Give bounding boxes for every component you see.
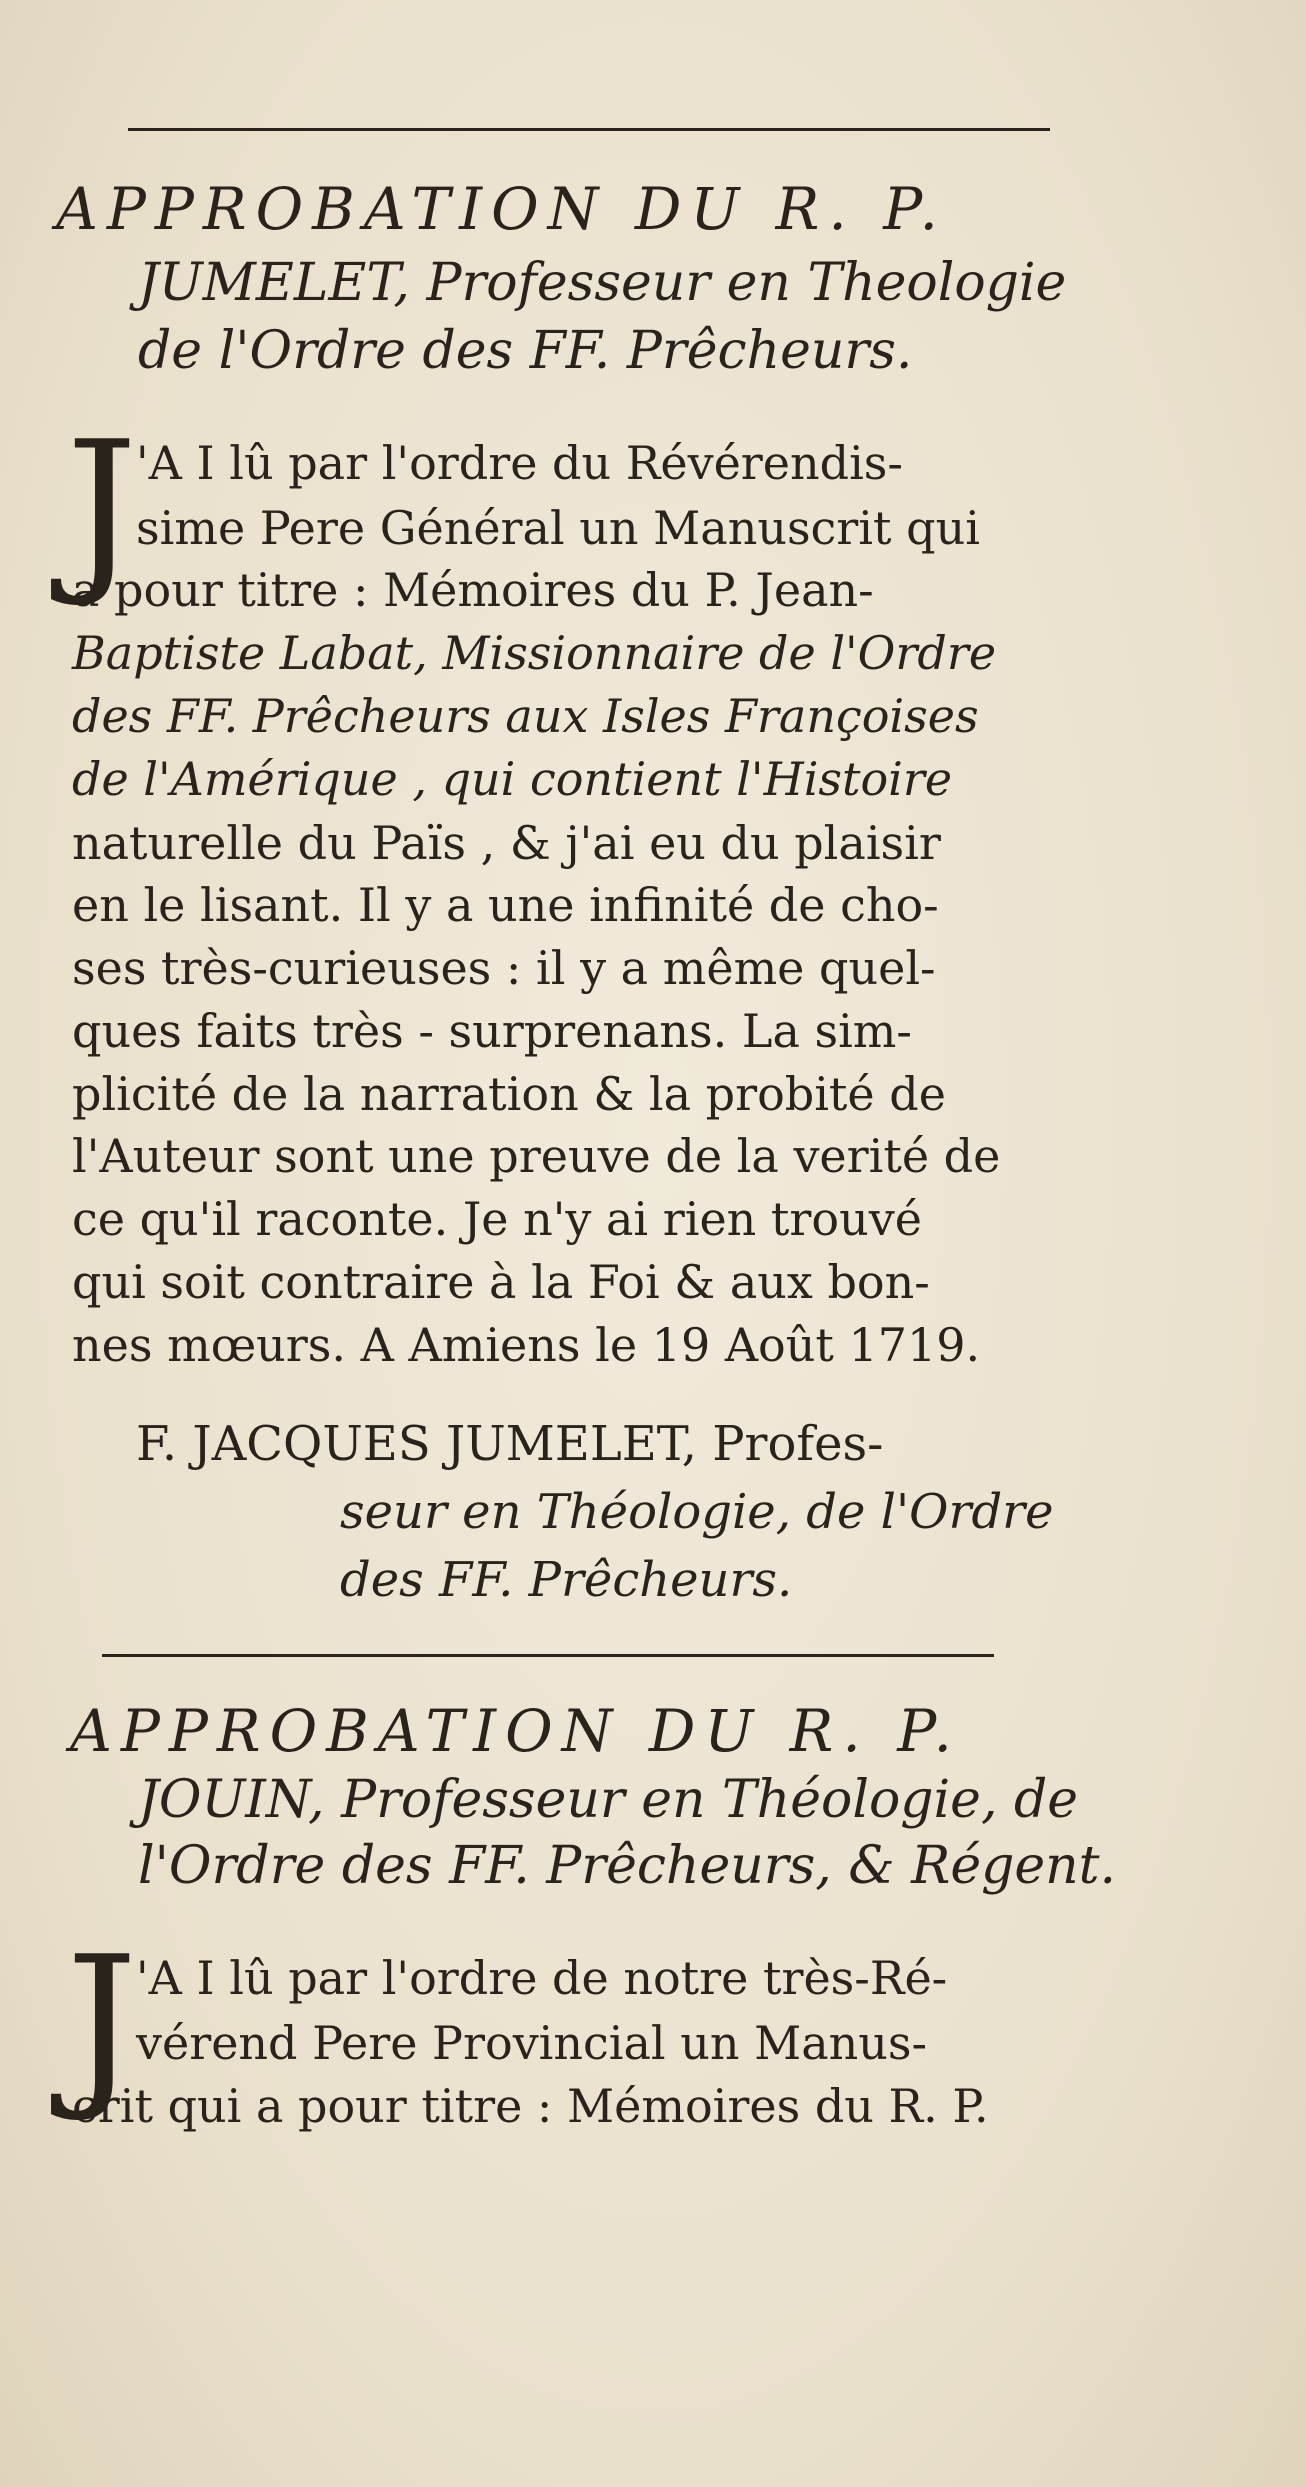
approbation1-line-4: Baptiste Labat, Missionnaire de l'Ordre bbox=[72, 626, 997, 680]
approbation2-subtitle-line2: l'Ordre des FF. Prêcheurs, & Régent. bbox=[138, 1836, 1117, 1896]
approbation1-subtitle-line2: de l'Ordre des FF. Prêcheurs. bbox=[138, 321, 913, 381]
middle-rule bbox=[102, 1654, 994, 1657]
approbation1-subtitle-line1: JUMELET, Professeur en Theologie bbox=[138, 253, 1067, 313]
approbation2-line-1: 'A I lû par l'ordre de notre très-Ré- bbox=[136, 1951, 948, 2005]
approbation2-title: APPROBATION DU R. P. bbox=[70, 1697, 961, 1765]
approbation1-line-3: a pour titre : Mémoires du P. Jean- bbox=[72, 563, 874, 617]
approbation1-signature-line3: des FF. Prêcheurs. bbox=[340, 1552, 793, 1608]
approbation1-line-10: ques faits très - surprenans. La sim- bbox=[72, 1004, 912, 1058]
approbation1-signature-line1: F. JACQUES JUMELET, Profes- bbox=[136, 1416, 884, 1472]
approbation1-line-6: de l'Amérique , qui contient l'Histoire bbox=[72, 752, 953, 806]
approbation1-line-9: ses très-curieuses : il y a même quel- bbox=[72, 941, 936, 995]
approbation1-signature-line2: seur en Théologie, de l'Ordre bbox=[340, 1484, 1054, 1540]
approbation1-line-7: naturelle du Païs , & j'ai eu du plaisir bbox=[72, 816, 941, 870]
approbation1-line-12: l'Auteur sont une preuve de la verité de bbox=[72, 1129, 1001, 1183]
approbation1-line-13: ce qu'il raconte. Je n'y ai rien trouvé bbox=[72, 1192, 922, 1246]
approbation2-line-2: vérend Pere Provincial un Manus- bbox=[136, 2016, 928, 2070]
approbation1-line-15: nes mœurs. A Amiens le 19 Août 1719. bbox=[72, 1318, 981, 1372]
approbation1-line-2: sime Pere Général un Manuscrit qui bbox=[136, 501, 980, 555]
approbation2-subtitle-line1: JOUIN, Professeur en Théologie, de bbox=[138, 1770, 1079, 1830]
approbation1-line-5: des FF. Prêcheurs aux Isles Françoises bbox=[72, 689, 979, 743]
approbation2-line-3: crit qui a pour titre : Mémoires du R. P. bbox=[72, 2079, 989, 2133]
approbation1-line-14: qui soit contraire à la Foi & aux bon- bbox=[72, 1255, 930, 1309]
approbation1-title: APPROBATION DU R. P. bbox=[56, 175, 947, 243]
approbation2-dropcap: J bbox=[66, 1918, 138, 2125]
approbation1-line-11: plicité de la narration & la probité de bbox=[72, 1067, 946, 1121]
top-rule bbox=[128, 128, 1050, 131]
approbation1-line-8: en le lisant. Il y a une infinité de cho- bbox=[72, 878, 939, 932]
approbation1-line-1: 'A I lû par l'ordre du Révérendis- bbox=[136, 436, 903, 490]
approbation1-dropcap: J bbox=[66, 403, 138, 610]
